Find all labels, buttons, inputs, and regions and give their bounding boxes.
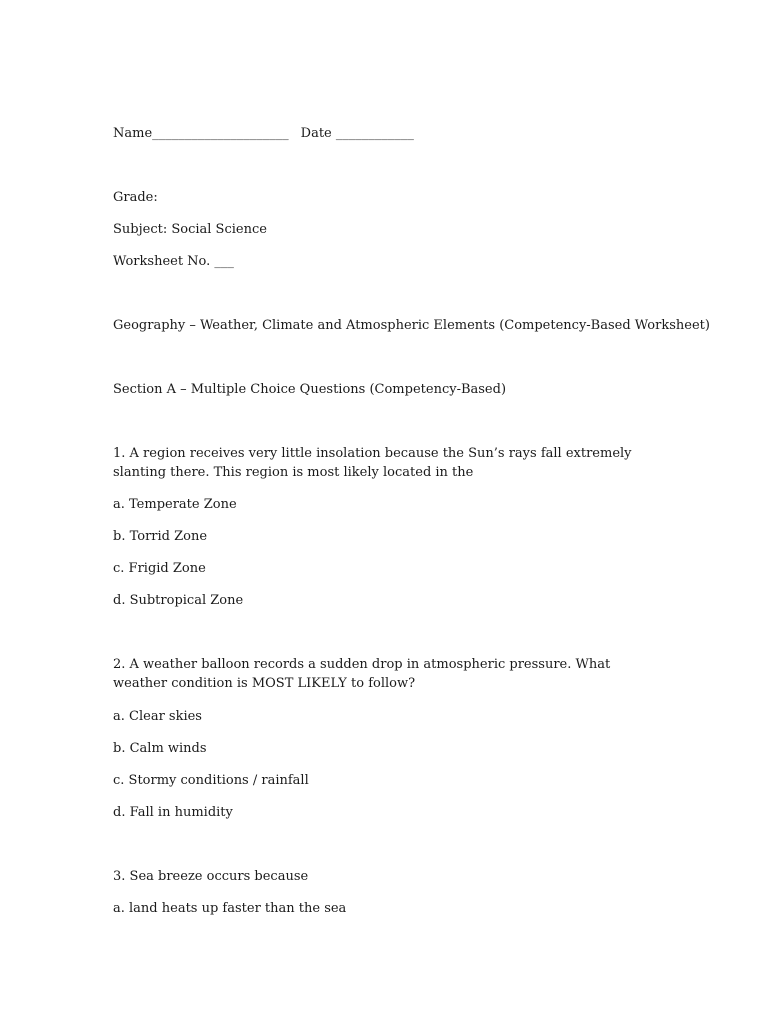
question-2-option-c: c. Stormy conditions / rainfall xyxy=(113,773,309,788)
question-1-option-d: d. Subtropical Zone xyxy=(113,593,244,608)
name-field: Name_____________________ xyxy=(113,126,289,141)
question-2-option-d: d. Fall in humidity xyxy=(113,805,233,820)
name-date-row xyxy=(113,124,414,143)
worksheet-title: Geography – Weather, Climate and Atmospheric Elements (Competency-Based Worksheet) xyxy=(113,318,710,333)
subject-label: Subject: Social Science xyxy=(113,222,267,237)
question-1: 1. A region receives very little insolation because the Sun’s rays fall extremely slanting there. This region is most likely located in the xyxy=(113,446,632,480)
question-3-option-a: a. land heats up faster than the sea xyxy=(113,901,347,916)
date-field: Date ____________ xyxy=(300,126,414,141)
question-1-option-b: b. Torrid Zone xyxy=(113,529,208,544)
grade-label: Grade: xyxy=(113,190,158,205)
question-2: 2. A weather balloon records a sudden drop in atmospheric pressure. What weather condition is MOST LIKELY to follow? xyxy=(113,657,611,691)
question-2-option-b: b. Calm winds xyxy=(113,741,207,756)
question-1-option-a: a. Temperate Zone xyxy=(113,497,237,512)
worksheet-number-label: Worksheet No. ___ xyxy=(113,254,234,269)
section-a-heading: Section A – Multiple Choice Questions (Competency-Based) xyxy=(113,382,507,397)
question-2-option-a: a. Clear skies xyxy=(113,709,202,724)
question-1-option-c: c. Frigid Zone xyxy=(113,561,206,576)
question-3: 3. Sea breeze occurs because xyxy=(113,869,309,884)
